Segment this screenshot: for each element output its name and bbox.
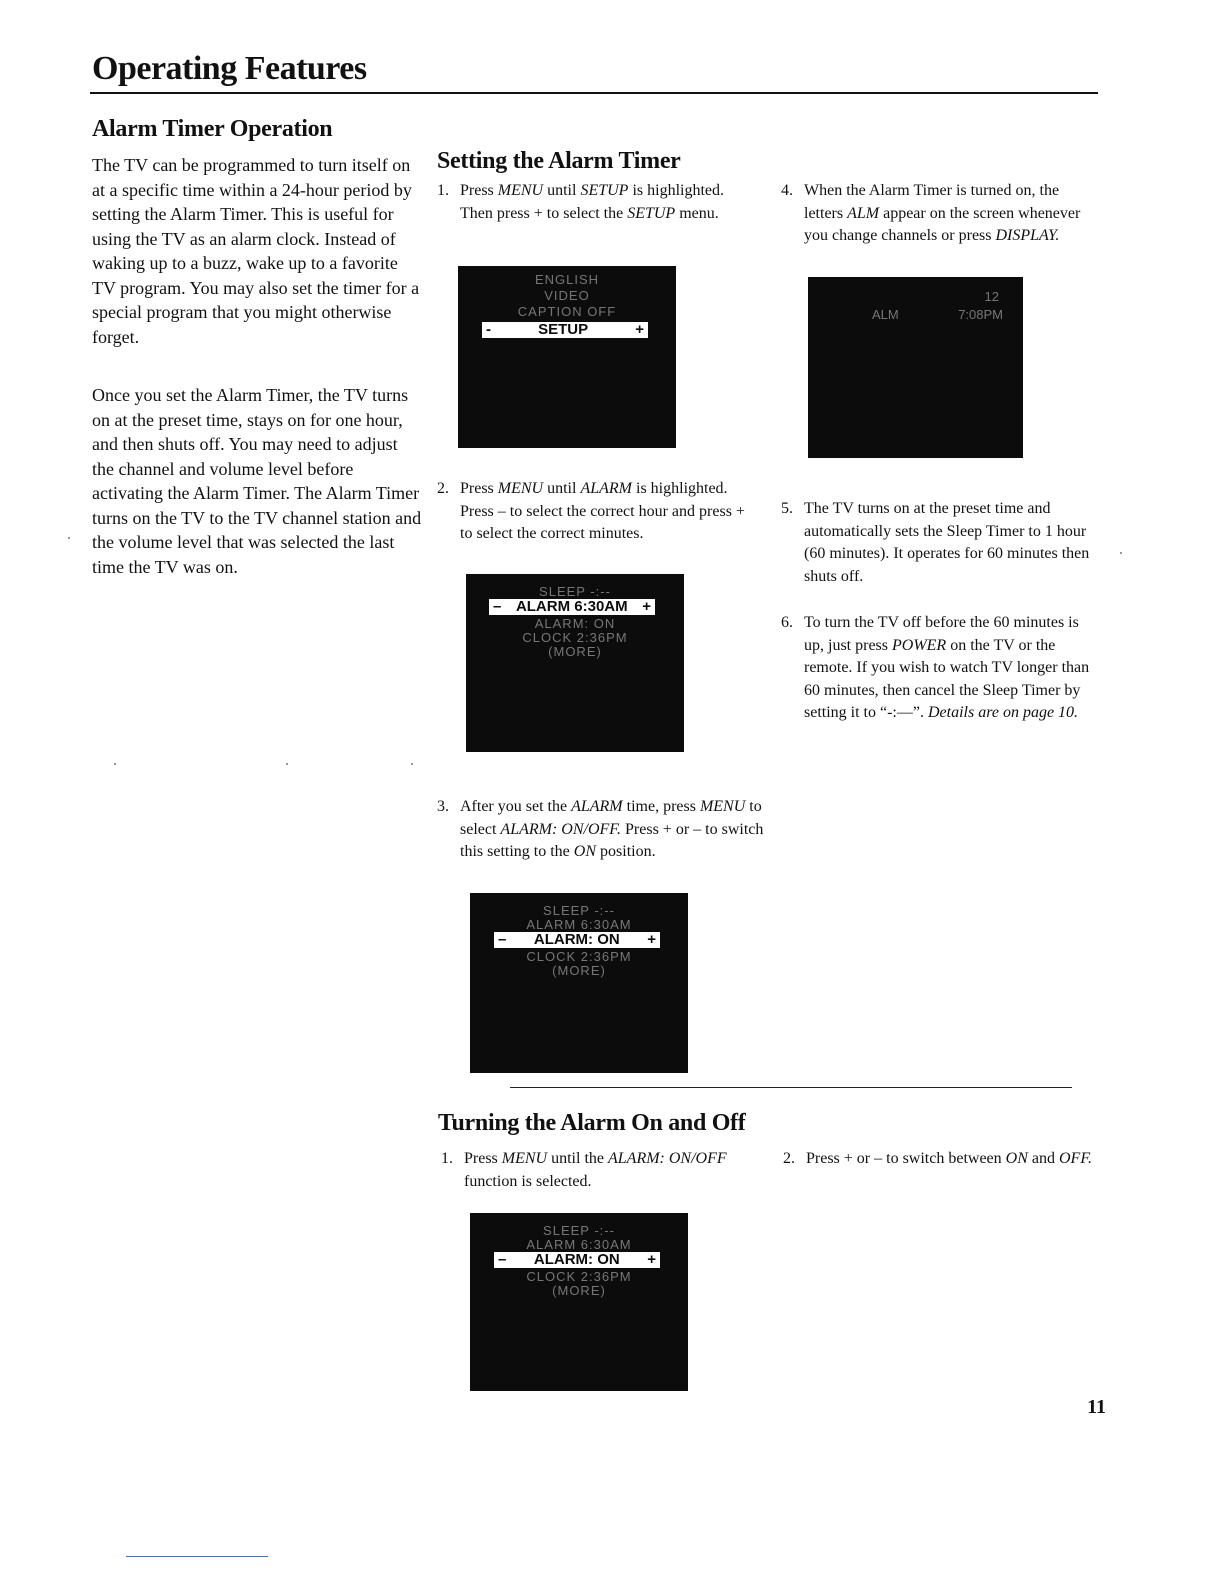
osd-channel: 12 — [984, 289, 999, 304]
osd-line: CLOCK 2:36PM — [526, 949, 632, 964]
scan-speck — [286, 763, 288, 765]
setting-alarm-heading: Setting the Alarm Timer — [437, 148, 681, 174]
tv-screen-alarm-time — [466, 574, 684, 752]
osd-highlight-bar: – ALARM: ON + — [494, 932, 660, 948]
alarm-timer-heading: Alarm Timer Operation — [92, 116, 333, 142]
step-text: After you set the ALARM time, press MENU to select ALARM: ON/OFF. Press + or – to switch this setting to the ON position. — [460, 798, 764, 861]
step-number: 1. — [437, 182, 449, 199]
scan-speck — [1120, 552, 1122, 554]
tv-screen-setup-menu — [458, 266, 676, 448]
title-rule — [90, 92, 1098, 94]
step-text: Press MENU until SETUP is highlighted. Then press + to select the SETUP menu. — [460, 182, 725, 222]
setting-step-2 — [437, 478, 747, 546]
setting-step-6 — [781, 612, 1101, 725]
osd-highlight-bar: – ALARM 6:30AM + — [489, 599, 655, 615]
step-text: Press MENU until ALARM is highlighted. Press – to select the correct hour and press + to select the correct minutes. — [460, 480, 745, 543]
osd-time: 7:08PM — [958, 307, 1003, 322]
turning-step-2 — [783, 1148, 1103, 1171]
setting-step-1 — [437, 180, 737, 225]
page-number: 11 — [1087, 1396, 1106, 1418]
osd-line: (MORE) — [552, 963, 606, 978]
setting-step-3 — [437, 796, 767, 864]
step-text: The TV turns on at the preset time and automatically sets the Sleep Timer to 1 hour (60 minutes). It operates for 60 minutes then shuts off. — [804, 500, 1090, 585]
osd-line: ALARM: ON — [534, 616, 616, 631]
tv-screen-alarm-toggle — [470, 1213, 688, 1391]
setting-step-4 — [781, 180, 1101, 248]
step-number: 5. — [781, 500, 793, 517]
osd-highlight-bar: - SETUP + — [482, 322, 648, 338]
setting-step-5 — [781, 498, 1101, 588]
osd-line: SLEEP -:-- — [539, 584, 611, 599]
intro-paragraph: The TV can be programmed to turn itself on at a specific time within a 24-hour period by setting the Alarm Timer. This is useful for using the TV as an alarm clock. Instead of waking up to a buzz, wake up to a favorite TV program. You may also set the timer for a special program that you might otherwise forget. — [92, 155, 420, 347]
step-number: 2. — [437, 480, 449, 497]
step-text: To turn the TV off before the 60 minutes is up, just press POWER on the TV or the remote. If you wish to watch TV longer than 60 minutes, then cancel the Sleep Timer by setting it to “-:—”. Details are on page 10. — [804, 614, 1090, 722]
scan-speck — [114, 763, 116, 765]
step-number: 2. — [783, 1150, 795, 1167]
osd-line: SLEEP -:-- — [543, 1223, 615, 1238]
step-number: 6. — [781, 614, 793, 631]
osd-line: ALARM 6:30AM — [526, 1237, 632, 1252]
osd-line: ENGLISH — [534, 272, 600, 287]
scan-speck — [68, 537, 70, 539]
osd-alm: ALM — [872, 307, 899, 322]
osd-line: CLOCK 2:36PM — [526, 1269, 632, 1284]
step-number: 3. — [437, 798, 449, 815]
left-column — [92, 116, 422, 579]
osd-line: SLEEP -:-- — [543, 903, 615, 918]
osd-line: (MORE) — [548, 644, 602, 659]
tv-screen-alarm-on — [470, 893, 688, 1073]
bottom-rule — [126, 1556, 268, 1557]
step-number: 4. — [781, 182, 793, 199]
tv-screen-alm-display — [808, 277, 1023, 458]
osd-line: CLOCK 2:36PM — [522, 630, 628, 645]
step-number: 1. — [441, 1150, 453, 1167]
details-paragraph: Once you set the Alarm Timer, the TV turns on at the preset time, stays on for one hour, and then shuts off. You may need to adjust the channel and volume level before activating the Alarm Timer. The Alarm Timer turns on the TV to the TV channel station and the volume level that was selected the last time the TV was on. — [92, 385, 422, 577]
page-title: Operating Features — [92, 50, 367, 87]
turning-alarm-heading: Turning the Alarm On and Off — [438, 1110, 746, 1136]
osd-highlight-bar: – ALARM: ON + — [494, 1252, 660, 1268]
osd-line: CAPTION OFF — [517, 304, 617, 319]
osd-line: VIDEO — [544, 288, 590, 303]
scan-speck — [411, 763, 413, 765]
step-text: Press MENU until the ALARM: ON/OFF function is selected. — [464, 1150, 727, 1190]
step-text: When the Alarm Timer is turned on, the letters ALM appear on the screen whenever you change channels or press DISPLAY. — [804, 182, 1081, 245]
section-divider — [510, 1087, 1072, 1088]
osd-line: ALARM 6:30AM — [526, 917, 632, 932]
turning-step-1 — [441, 1148, 741, 1193]
step-text: Press + or – to switch between ON and OFF. — [806, 1150, 1093, 1167]
osd-line: (MORE) — [552, 1283, 606, 1298]
